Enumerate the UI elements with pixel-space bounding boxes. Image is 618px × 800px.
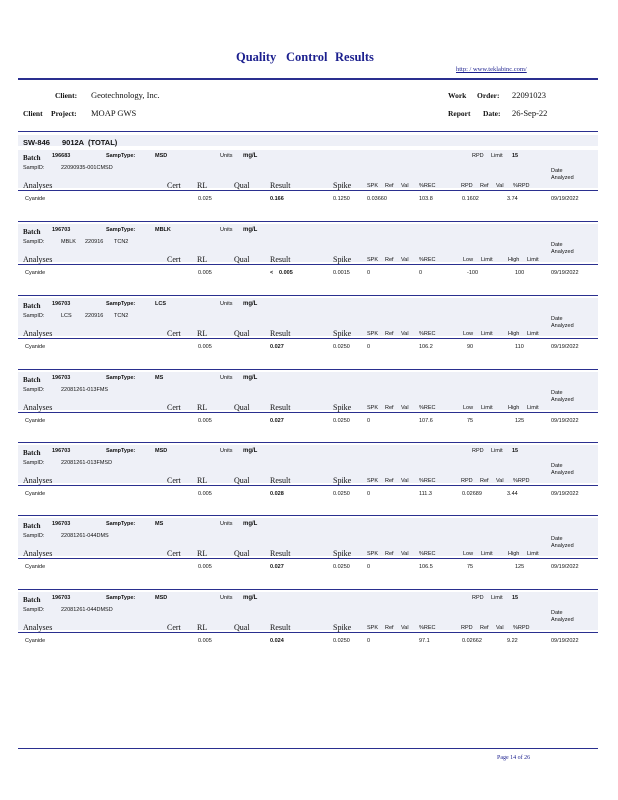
result-header: Result [270, 403, 291, 412]
date-analyzed-cell: 09/19/2022 [551, 564, 579, 570]
header-underline [18, 338, 598, 339]
rec-cell: 0 [419, 270, 423, 276]
cert-header: Cert [167, 255, 181, 264]
spike-header: Spike [333, 181, 352, 190]
sampid-value: MBLK [61, 239, 76, 245]
rl-header: RL [197, 403, 208, 412]
spike-header: Spike [333, 403, 352, 412]
header-underline [18, 190, 598, 191]
high-header: High [508, 405, 520, 411]
section-code: 9012A [62, 138, 85, 147]
rpd-val-header: Val [496, 625, 504, 631]
batch-label: Batch [23, 449, 41, 457]
low-limit-cell: -100 [467, 270, 479, 276]
batch-id: 196703 [52, 301, 71, 307]
project-value: MOAP GWS [91, 108, 137, 118]
samptype-label: SampType: [106, 595, 136, 601]
header-underline [18, 558, 598, 559]
sampid-value: 220916 [85, 239, 104, 245]
date-header: Date [551, 390, 563, 396]
analyzed-header: Analyzed [551, 470, 574, 476]
rec-header: %REC [419, 257, 436, 263]
samptype-value: MS [155, 375, 164, 381]
units-label: Units [220, 521, 233, 527]
analyses-header: Analyses [23, 623, 53, 632]
high-limit-header: Limit [527, 551, 539, 557]
result-cell: 0.028 [270, 491, 284, 497]
cert-header: Cert [167, 403, 181, 412]
rpd-limit-value: 15 [512, 153, 519, 159]
rec-cell: 103.8 [419, 196, 433, 202]
units-label: Units [220, 595, 233, 601]
qual-header: Qual [234, 476, 250, 485]
analyses-header: Analyses [23, 181, 53, 190]
qual-header: Qual [234, 403, 250, 412]
samptype-label: SampType: [106, 227, 136, 233]
limit-label: Limit [491, 448, 503, 454]
batch-id: 196683 [52, 153, 71, 159]
rec-header: %REC [419, 625, 436, 631]
analyzed-header: Analyzed [551, 617, 574, 623]
date-header: Date [551, 536, 563, 542]
header-rule-top [18, 78, 598, 80]
val-header: Val [401, 331, 409, 337]
date-header: Date [551, 168, 563, 174]
batch-label: Batch [23, 302, 41, 310]
rpd-ref-header: RPD [461, 478, 473, 484]
analyses-header: Analyses [23, 549, 53, 558]
block-rule-top [18, 442, 598, 443]
qual-header: Qual [234, 181, 250, 190]
date-analyzed-cell: 09/19/2022 [551, 638, 579, 644]
client-label-2: Client [23, 109, 43, 118]
rl-header: RL [197, 476, 208, 485]
sampid-value: 220916 [85, 313, 104, 319]
result-cell: 0.027 [270, 564, 284, 570]
rl-cell: 0.005 [198, 491, 212, 497]
spike-header: Spike [333, 255, 352, 264]
analyte-cell: Cyanide [25, 196, 46, 202]
work-order-value: 22091023 [512, 90, 546, 100]
analyte-cell: Cyanide [25, 491, 46, 497]
analyses-header: Analyses [23, 403, 53, 412]
analyte-cell: Cyanide [25, 270, 46, 276]
samptype-value: MS [155, 521, 164, 527]
client-label: Client: [55, 91, 78, 100]
ref-header: Ref [385, 625, 394, 631]
date-analyzed-cell: 09/19/2022 [551, 491, 579, 497]
result-cell: 0.005 [279, 270, 293, 276]
low-header: Low [463, 551, 474, 557]
pct-rpd-header: %RPD [513, 183, 530, 189]
spk-header: SPK [367, 478, 379, 484]
date-header: Date [551, 463, 563, 469]
analyzed-header: Analyzed [551, 323, 574, 329]
val-header: Val [401, 551, 409, 557]
low-limit-header: Limit [481, 551, 493, 557]
batch-label: Batch [23, 522, 41, 530]
analyte-cell: Cyanide [25, 344, 46, 350]
low-limit-cell: 90 [467, 344, 474, 350]
sampid-value: 22090935-001CMSD [61, 165, 113, 171]
units-value: mg/L [243, 301, 258, 307]
high-limit-header: Limit [527, 331, 539, 337]
lab-website-link[interactable]: http: / www.teklabinc.com/ [456, 66, 527, 73]
block-rule-top [18, 589, 598, 590]
units-label: Units [220, 153, 233, 159]
val-header: Val [401, 257, 409, 263]
batch-label: Batch [23, 376, 41, 384]
analyses-header: Analyses [23, 476, 53, 485]
batch-id: 196703 [52, 448, 71, 454]
rpd-label: RPD [472, 595, 484, 601]
analyzed-header: Analyzed [551, 543, 574, 549]
units-label: Units [220, 448, 233, 454]
result-header: Result [270, 623, 291, 632]
analyte-cell: Cyanide [25, 564, 46, 570]
rpd-ref-ref-header: Ref [480, 625, 489, 631]
analyte-cell: Cyanide [25, 418, 46, 424]
limit-label: Limit [491, 595, 503, 601]
section-method: SW-846 [23, 138, 50, 147]
sampid-label: SampID: [23, 607, 45, 613]
result-header: Result [270, 549, 291, 558]
client-value: Geotechnology, Inc. [91, 90, 160, 100]
rec-header: %REC [419, 183, 436, 189]
cert-header: Cert [167, 623, 181, 632]
rl-header: RL [197, 255, 208, 264]
header-rule-bottom [18, 131, 598, 132]
samptype-value: MSD [155, 153, 168, 159]
project-label: Project: [51, 109, 77, 118]
date-label: Date: [483, 109, 501, 118]
date-analyzed-cell: 09/19/2022 [551, 270, 579, 276]
sampid-label: SampID: [23, 533, 45, 539]
pct-rpd-cell: 9.22 [507, 638, 518, 644]
val-header: Val [401, 625, 409, 631]
report-label: Report [448, 109, 471, 118]
batch-id: 196703 [52, 595, 71, 601]
result-cell: 0.027 [270, 418, 284, 424]
result-header: Result [270, 329, 291, 338]
ref-header: Ref [385, 405, 394, 411]
rpd-val-header: Val [496, 478, 504, 484]
samptype-value: LCS [155, 301, 166, 307]
order-label: Order: [477, 91, 500, 100]
report-date-value: 26-Sep-22 [512, 108, 548, 118]
date-analyzed-cell: 09/19/2022 [551, 196, 579, 202]
date-analyzed-cell: 09/19/2022 [551, 418, 579, 424]
spike-header: Spike [333, 329, 352, 338]
footer-rule [18, 748, 598, 749]
batch-label: Batch [23, 596, 41, 604]
spk-header: SPK [367, 405, 379, 411]
spk-header: SPK [367, 331, 379, 337]
block-rule-top [18, 515, 598, 516]
header-underline [18, 412, 598, 413]
analyte-cell: Cyanide [25, 638, 46, 644]
date-header: Date [551, 610, 563, 616]
cert-header: Cert [167, 181, 181, 190]
spike-cell: 0.0015 [333, 270, 350, 276]
spk-header: SPK [367, 257, 379, 263]
samptype-value: MSD [155, 448, 168, 454]
rpd-limit-value: 15 [512, 448, 519, 454]
rl-cell: 0.005 [198, 638, 212, 644]
spk-header: SPK [367, 183, 379, 189]
rl-cell: 0.025 [198, 196, 212, 202]
sampid-value: LCS [61, 313, 72, 319]
rl-header: RL [197, 181, 208, 190]
section-type: (TOTAL) [88, 138, 118, 147]
header-underline [18, 632, 598, 633]
high-limit-cell: 125 [515, 564, 525, 570]
rl-cell: 0.005 [198, 564, 212, 570]
rpd-ref-val-cell: 0.1602 [462, 196, 479, 202]
result-header: Result [270, 181, 291, 190]
samptype-value: MSD [155, 595, 168, 601]
qual-header: Qual [234, 255, 250, 264]
rec-cell: 107.6 [419, 418, 433, 424]
spike-cell: 0.0250 [333, 638, 350, 644]
sampid-value: 22081261-044DMS [61, 533, 109, 539]
units-value: mg/L [243, 521, 258, 527]
qual-header: Qual [234, 549, 250, 558]
analyses-header: Analyses [23, 255, 53, 264]
result-cell: 0.166 [270, 196, 284, 202]
rl-header: RL [197, 329, 208, 338]
spk-ref-val-cell: 0 [367, 418, 371, 424]
spike-cell: 0.0250 [333, 418, 350, 424]
samptype-label: SampType: [106, 375, 136, 381]
rl-header: RL [197, 549, 208, 558]
rpd-ref-header: RPD [461, 183, 473, 189]
rl-cell: 0.005 [198, 344, 212, 350]
sampid-value: TCN2 [114, 313, 129, 319]
date-header: Date [551, 316, 563, 322]
rl-cell: 0.005 [198, 418, 212, 424]
low-limit-header: Limit [481, 257, 493, 263]
spk-ref-val-cell: 0 [367, 270, 371, 276]
ref-header: Ref [385, 478, 394, 484]
batch-label: Batch [23, 154, 41, 162]
samptype-value: MBLK [155, 227, 171, 233]
sampid-label: SampID: [23, 460, 45, 466]
rpd-ref-ref-header: Ref [480, 183, 489, 189]
rec-header: %REC [419, 331, 436, 337]
spike-cell: 0.0250 [333, 564, 350, 570]
analyzed-header: Analyzed [551, 249, 574, 255]
units-label: Units [220, 301, 233, 307]
rec-header: %REC [419, 405, 436, 411]
pct-rpd-cell: 3.74 [507, 196, 518, 202]
sampid-label: SampID: [23, 239, 45, 245]
pct-rpd-header: %RPD [513, 625, 530, 631]
units-value: mg/L [243, 595, 258, 601]
batch-label: Batch [23, 228, 41, 236]
high-header: High [508, 551, 520, 557]
high-header: High [508, 257, 520, 263]
high-limit-header: Limit [527, 405, 539, 411]
qual-header: Qual [234, 329, 250, 338]
sampid-label: SampID: [23, 313, 45, 319]
samptype-label: SampType: [106, 448, 136, 454]
spike-header: Spike [333, 549, 352, 558]
sampid-label: SampID: [23, 165, 45, 171]
val-header: Val [401, 183, 409, 189]
units-value: mg/L [243, 153, 258, 159]
rpd-ref-header: RPD [461, 625, 473, 631]
qual-header: Qual [234, 623, 250, 632]
samptype-label: SampType: [106, 521, 136, 527]
samptype-label: SampType: [106, 301, 136, 307]
sampid-value: 22081261-013FMS [61, 387, 109, 393]
rl-cell: 0.005 [198, 270, 212, 276]
rpd-label: RPD [472, 153, 484, 159]
low-limit-cell: 75 [467, 564, 474, 570]
cert-header: Cert [167, 549, 181, 558]
result-cell: 0.027 [270, 344, 284, 350]
block-rule-top [18, 369, 598, 370]
cert-header: Cert [167, 329, 181, 338]
batch-id: 196703 [52, 521, 71, 527]
low-header: Low [463, 257, 474, 263]
high-limit-cell: 110 [515, 344, 524, 350]
spk-header: SPK [367, 625, 379, 631]
pct-rpd-cell: 3.44 [507, 491, 518, 497]
spk-ref-val-cell: 0 [367, 638, 371, 644]
val-header: Val [401, 405, 409, 411]
units-value: mg/L [243, 227, 258, 233]
title-control: Control [286, 50, 328, 64]
units-value: mg/L [243, 448, 258, 454]
spk-ref-val-cell: 0 [367, 344, 371, 350]
cert-header: Cert [167, 476, 181, 485]
spike-cell: 0.1250 [333, 196, 350, 202]
rpd-val-header: Val [496, 183, 504, 189]
rpd-ref-ref-header: Ref [480, 478, 489, 484]
rec-cell: 106.2 [419, 344, 433, 350]
result-cell: 0.024 [270, 638, 284, 644]
low-limit-cell: 75 [467, 418, 474, 424]
high-limit-cell: 125 [515, 418, 525, 424]
spk-header: SPK [367, 551, 379, 557]
analyzed-header: Analyzed [551, 175, 574, 181]
high-header: High [508, 331, 520, 337]
low-limit-header: Limit [481, 331, 493, 337]
rpd-limit-value: 15 [512, 595, 519, 601]
header-underline [18, 264, 598, 265]
units-value: mg/L [243, 375, 258, 381]
rpd-ref-val-cell: 0.02689 [462, 491, 482, 497]
analyses-header: Analyses [23, 329, 53, 338]
low-header: Low [463, 405, 474, 411]
rec-cell: 97.1 [419, 638, 430, 644]
units-label: Units [220, 227, 233, 233]
low-header: Low [463, 331, 474, 337]
units-label: Units [220, 375, 233, 381]
spk-ref-val-cell: 0 [367, 564, 371, 570]
block-rule-top [18, 221, 598, 222]
page-number: Page 14 of 26 [497, 755, 531, 761]
date-header: Date [551, 242, 563, 248]
spk-ref-val-cell: 0 [367, 491, 371, 497]
rpd-label: RPD [472, 448, 484, 454]
rl-header: RL [197, 623, 208, 632]
title-results: Results [335, 50, 374, 64]
title-quality: Quality [236, 50, 277, 64]
block-rule-top [18, 295, 598, 296]
samptype-label: SampType: [106, 153, 136, 159]
batch-id: 196703 [52, 375, 71, 381]
spike-cell: 0.0250 [333, 491, 350, 497]
sampid-value: TCN2 [114, 239, 129, 245]
result-header: Result [270, 255, 291, 264]
low-limit-header: Limit [481, 405, 493, 411]
ref-header: Ref [385, 551, 394, 557]
result-qualifier-cell: < [270, 270, 274, 276]
sampid-label: SampID: [23, 387, 45, 393]
rec-cell: 106.5 [419, 564, 433, 570]
rec-cell: 111.3 [419, 491, 432, 497]
rec-header: %REC [419, 478, 436, 484]
spike-header: Spike [333, 476, 352, 485]
high-limit-cell: 100 [515, 270, 525, 276]
sampid-value: 22081261-013FMSD [61, 460, 113, 466]
limit-label: Limit [491, 153, 503, 159]
val-header: Val [401, 478, 409, 484]
ref-header: Ref [385, 331, 394, 337]
pct-rpd-header: %RPD [513, 478, 530, 484]
sampid-value: 22081261-044DMSD [61, 607, 113, 613]
analyzed-header: Analyzed [551, 397, 574, 403]
batch-id: 196703 [52, 227, 71, 233]
high-limit-header: Limit [527, 257, 539, 263]
ref-header: Ref [385, 257, 394, 263]
ref-header: Ref [385, 183, 394, 189]
rec-header: %REC [419, 551, 436, 557]
result-header: Result [270, 476, 291, 485]
header-underline [18, 485, 598, 486]
work-label: Work [448, 91, 467, 100]
date-analyzed-cell: 09/19/2022 [551, 344, 579, 350]
spike-cell: 0.0250 [333, 344, 350, 350]
spike-header: Spike [333, 623, 352, 632]
rpd-ref-val-cell: 0.02662 [462, 638, 482, 644]
spk-ref-val-cell: 0.03660 [367, 196, 387, 202]
